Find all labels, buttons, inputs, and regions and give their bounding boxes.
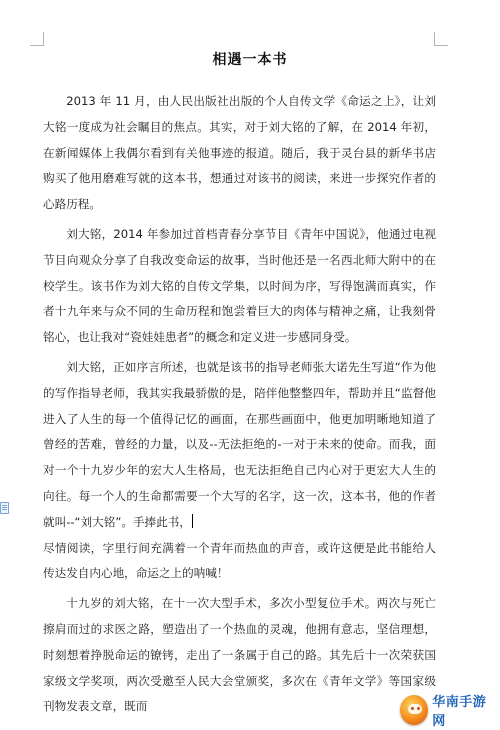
watermark <box>400 693 496 727</box>
watermark-text: 华南手游网 <box>432 695 487 729</box>
crop-mark-top-right <box>434 32 448 46</box>
paragraph-3-text[interactable]: 刘大铭，正如序言所述，也就是该书的指导老师张大诺先生写道“作为他的写作指导老师，我其实我最骄傲的是，陪伴他整整四年，帮助并且“监督他进入了人生的每一个值得记忆的画面，在那些画面中，他更加明晰地知道了曾经的苦难，曾经的力量，以及--无法拒绝的-一对于未来的使命。而我，面对一个十九岁少年的宏大人生格局，也无法拒绝自己内心对于更宏大人生的向往。每一个人的生命都需要一个大写的名字，这一次，这本书，他的作者就叫--“刘大铭”。手捧此书， <box>43 359 436 529</box>
text-cursor <box>192 514 193 528</box>
paragraph-2[interactable]: 刘大铭，2014 年参加过首档青春分享节目《青年中国说》，他通过电视节目向观众分享了自我改变命运的故事，当时他还是一名西北师大附中的在校学生。该书作为刘大铭的自传文学集，以时间为序，写得饱满而真实，作者十九年来与众不同的生命历程和饱尝着巨大的肉体与精神之痛，让我刻骨铭心，也让我对“瓷娃娃患者”的概念和定义进一步感同身受。 <box>43 226 436 345</box>
paragraph-4[interactable]: 十九岁的刘大铭，在十一次大型手术，多次小型复位手术。两次与死亡擦肩而过的求医之路，塑造出了一个热血的灵魂，他拥有意志，坚信理想，时刻想着挣脱命运的镣铐，走出了一条属于自己的路。其先后十一次荣获国家级文学奖项，两次受邀至人民大会堂颁奖，多次在《青年文学》等国家级刊物发表文章，既而 <box>43 596 436 714</box>
paragraph-3[interactable] <box>43 355 436 536</box>
document-body[interactable] <box>43 89 436 720</box>
document-title: 相遇一本书 <box>212 52 288 68</box>
paragraph-3-continued[interactable]: 尽情阅读，字里行间充满着一个青年而热血的声音，或许这便是此书能给人传达发自内心地，命运之上的呐喊！ <box>43 540 436 581</box>
paragraph-1[interactable]: 2013 年 11 月，由人民出版社出版的个人自传文学《命运之上》，让刘大铭一度成为社会瞩目的焦点。其实，对于刘大铭的了解，在 2014 年初，在新闻媒体上我偶尔看到有关他事迹的报道。随后，我于灵台县的新华书店购买了他用磨难写就的这本书，想通过对该书的阅读，来进一步探究作者的心路历程。 <box>43 94 436 212</box>
mascot-logo-icon <box>400 695 428 725</box>
paragraph-marker-icon[interactable] <box>0 502 9 514</box>
crop-mark-top-left <box>30 32 44 46</box>
